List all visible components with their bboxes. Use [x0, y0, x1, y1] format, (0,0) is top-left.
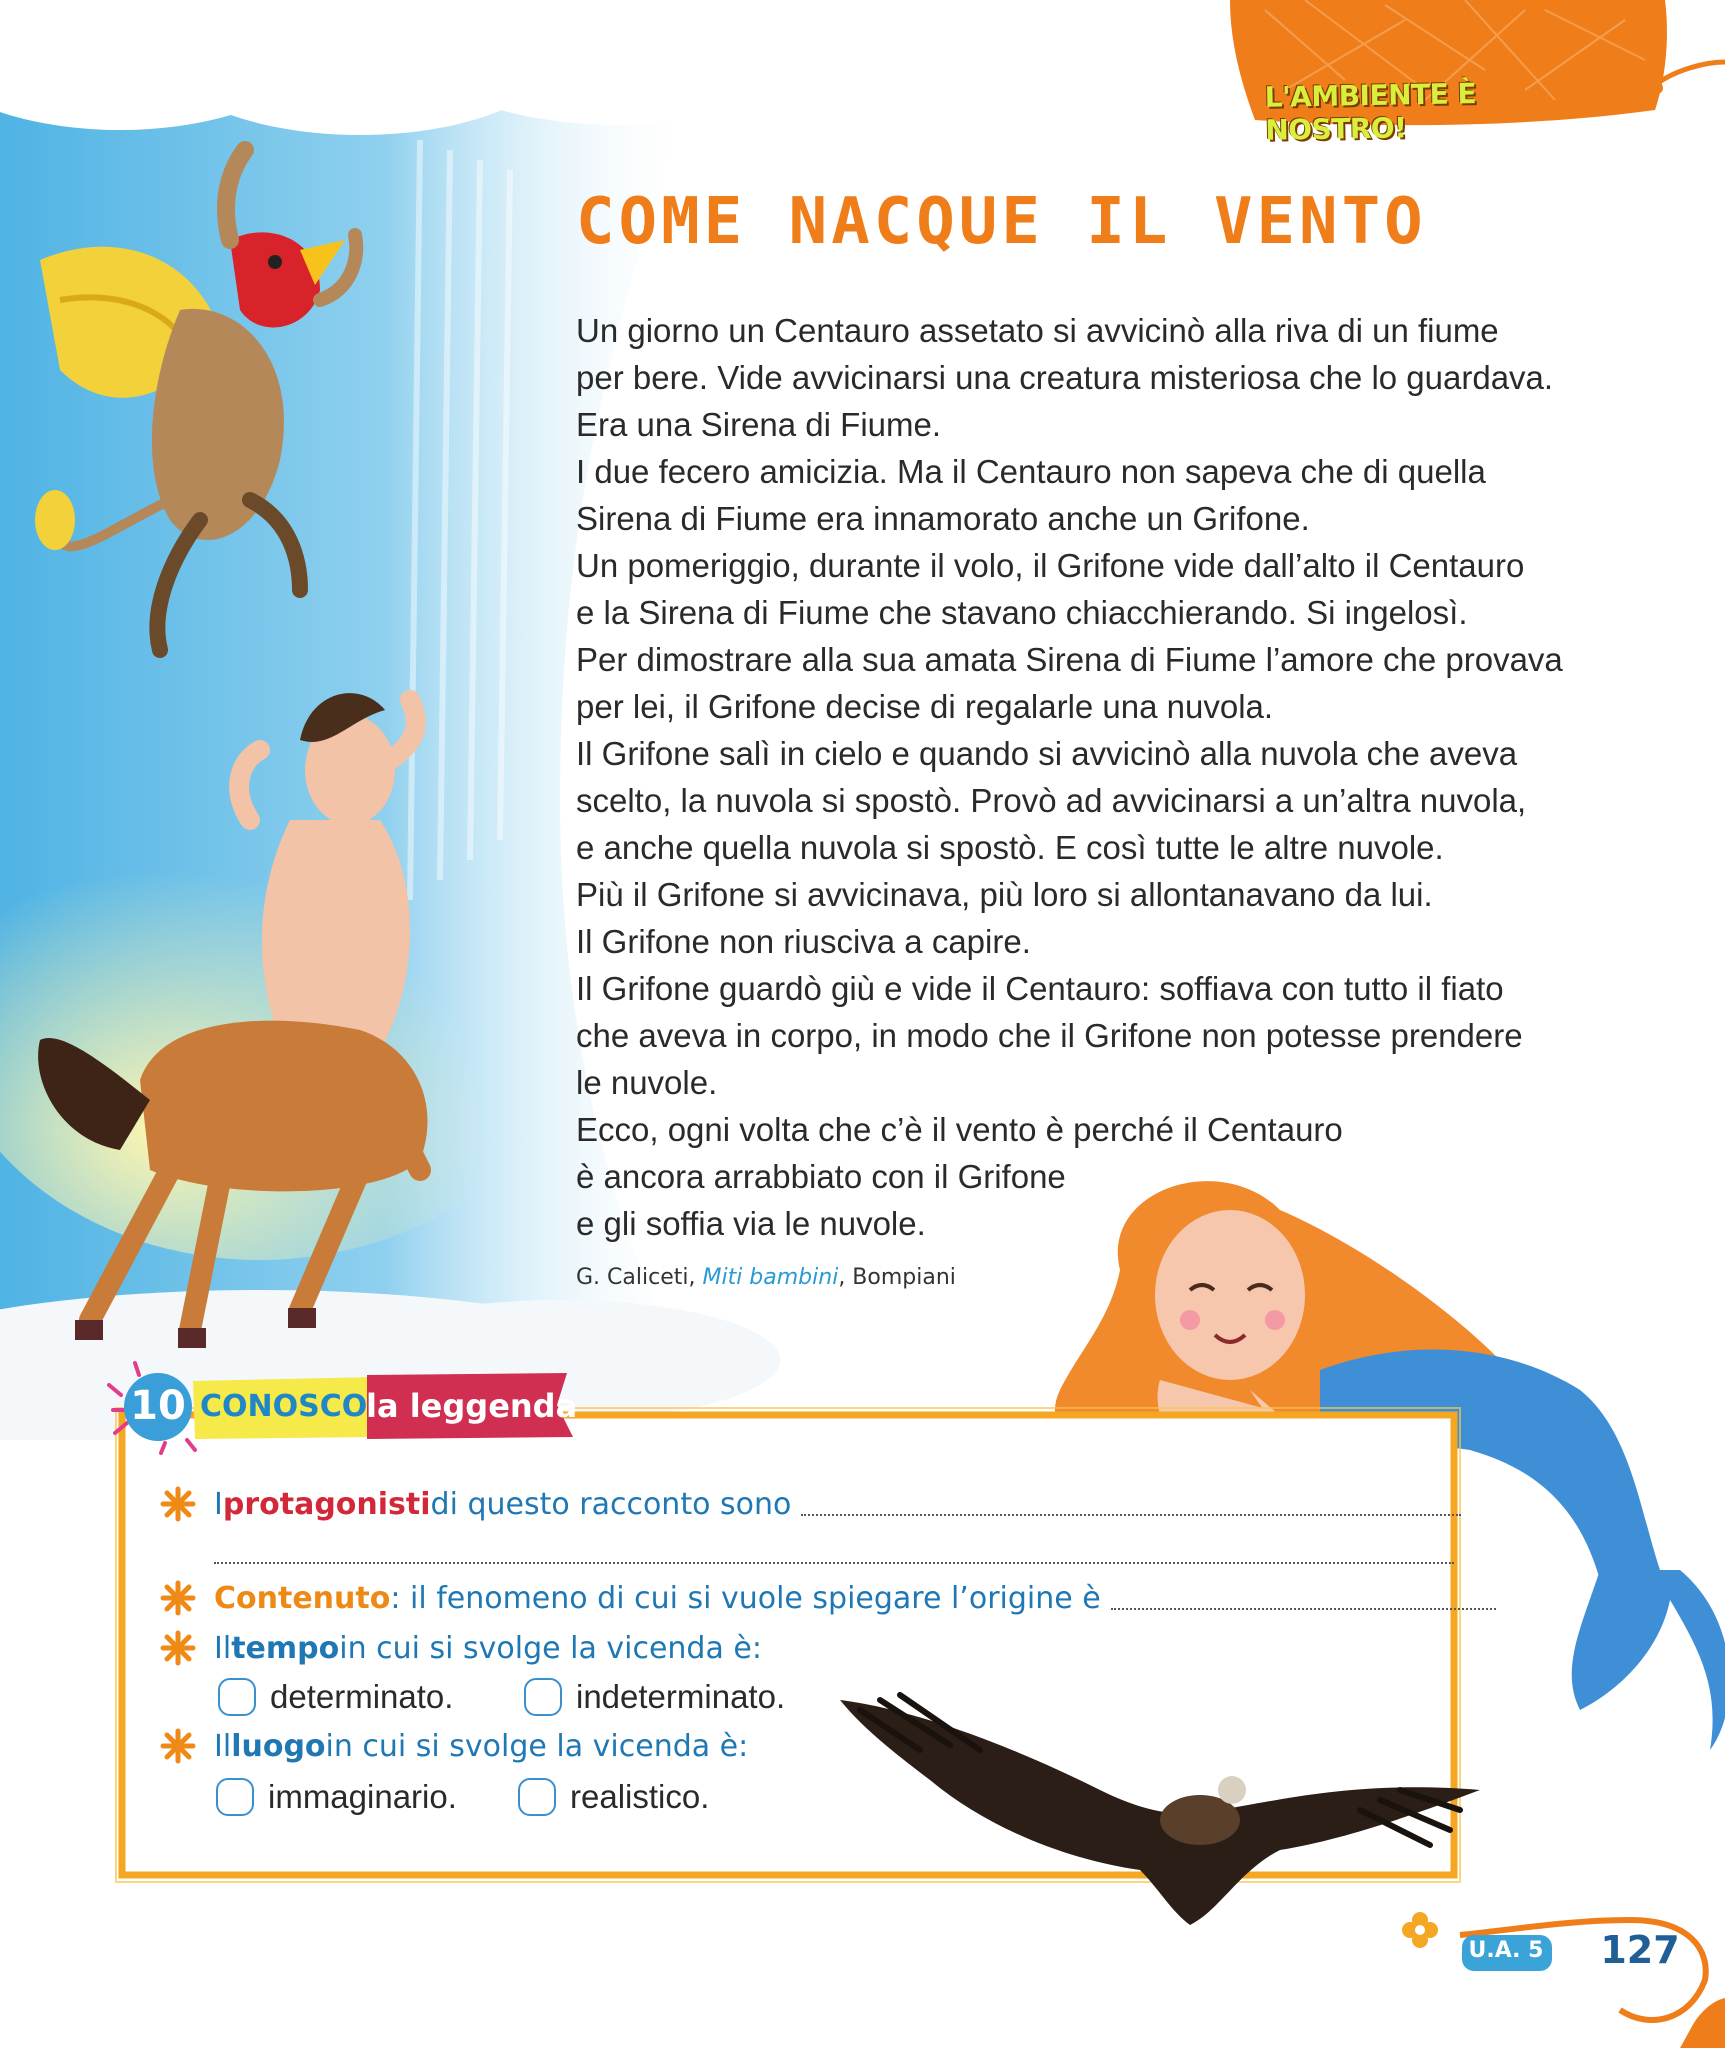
option-label: indeterminato.: [576, 1678, 786, 1715]
citation-author: G. Caliceti,: [576, 1265, 703, 1290]
checkbox[interactable]: [216, 1778, 254, 1816]
checkbox[interactable]: [524, 1678, 562, 1716]
question-content: [160, 1580, 1496, 1616]
q4-post: in cui si svolge la vicenda è:: [325, 1728, 749, 1764]
option-label: determinato.: [270, 1678, 454, 1715]
unit-label: U.A. 5: [1468, 1938, 1544, 1963]
star-icon: [160, 1580, 196, 1616]
story-text: [576, 307, 1706, 1247]
answer-line[interactable]: [1111, 1586, 1496, 1610]
exercise-title-word2: la leggenda: [366, 1387, 578, 1425]
exercise-title-word1: CONOSCO: [200, 1389, 368, 1424]
story-line: Sirena di Fiume era innamorato anche un Grifone.: [576, 500, 1310, 537]
story-line: Un pomeriggio, durante il volo, il Grifone vide dall’alto il Centauro: [576, 547, 1525, 584]
checkbox[interactable]: [218, 1678, 256, 1716]
q3-post: in cui si svolge la vicenda è:: [339, 1630, 762, 1666]
q2-highlight: Contenuto: [214, 1580, 391, 1616]
story-line: Il Grifone non riusciva a capire.: [576, 923, 1031, 960]
q4-highlight: luogo: [231, 1728, 326, 1764]
story-line: Per dimostrare alla sua amata Sirena di Fiume l’amore che provava: [576, 641, 1563, 678]
citation-book: Miti bambini: [702, 1265, 839, 1290]
story-line: Più il Grifone si avvicinava, più loro si allontanavano da lui.: [576, 876, 1433, 913]
option-label: immaginario.: [268, 1778, 457, 1815]
page-number: 127: [1600, 1928, 1680, 1972]
checkbox[interactable]: [518, 1778, 556, 1816]
story-line: e gli soffia via le nuvole.: [576, 1205, 926, 1242]
star-icon: [160, 1486, 196, 1522]
star-icon: [160, 1630, 196, 1666]
story-line: e la Sirena di Fiume che stavano chiacchierando. Si ingelosì.: [576, 594, 1468, 631]
question-place: [160, 1728, 748, 1764]
question-protagonists: [160, 1486, 1461, 1522]
option-determined[interactable]: [218, 1678, 453, 1716]
eagle-photo: [840, 1670, 1480, 1930]
story-line: e anche quella nuvola si spostò. E così tutte le altre nuvole.: [576, 829, 1444, 866]
story-line: per bere. Vide avvicinarsi una creatura misteriosa che lo guardava.: [576, 359, 1554, 396]
citation-publisher: , Bompiani: [838, 1265, 956, 1290]
star-icon: [160, 1728, 196, 1764]
story-line: I due fecero amicizia. Ma il Centauro non sapeva che di quella: [576, 453, 1486, 490]
story-line: è ancora arrabbiato con il Grifone: [576, 1158, 1066, 1195]
story-line: Era una Sirena di Fiume.: [576, 406, 942, 443]
q3-highlight: tempo: [231, 1630, 340, 1666]
q1-highlight: protagonisti: [222, 1486, 431, 1522]
section-label: L'AMBIENTE È NOSTRO!: [1264, 77, 1477, 147]
story-title: COME NACQUE IL VENTO: [576, 185, 1427, 259]
option-imaginary[interactable]: [216, 1778, 457, 1816]
exercise-number: 10: [130, 1383, 186, 1429]
answer-line[interactable]: [214, 1540, 1454, 1564]
answer-line[interactable]: [801, 1492, 1461, 1516]
story-line: Un giorno un Centauro assetato si avvicinò alla riva di un fiume: [576, 312, 1499, 349]
q1-pre: I: [214, 1486, 223, 1522]
story-line: Il Grifone guardò giù e vide il Centauro: soffiava con tutto il fiato: [576, 970, 1504, 1007]
story-line: che aveva in corpo, in modo che il Grifone non potesse prendere: [576, 1017, 1523, 1054]
citation: [576, 1265, 956, 1290]
option-label: realistico.: [570, 1778, 710, 1815]
option-realistic[interactable]: [518, 1778, 709, 1816]
q2-post: : il fenomeno di cui si vuole spiegare l’origine è: [390, 1580, 1101, 1616]
story-line: Ecco, ogni volta che c’è il vento è perché il Centauro: [576, 1111, 1343, 1148]
option-undetermined[interactable]: [524, 1678, 785, 1716]
question-time: [160, 1630, 762, 1666]
story-line: Il Grifone salì in cielo e quando si avvicinò alla nuvola che aveva: [576, 735, 1518, 772]
q3-pre: Il: [214, 1630, 232, 1666]
story-line: scelto, la nuvola si spostò. Provò ad avvicinarsi a un’altra nuvola,: [576, 782, 1527, 819]
story-line: per lei, il Grifone decise di regalarle una nuvola.: [576, 688, 1274, 725]
story-line: le nuvole.: [576, 1064, 718, 1101]
q1-post: di questo racconto sono: [430, 1486, 792, 1522]
q4-pre: Il: [214, 1728, 232, 1764]
